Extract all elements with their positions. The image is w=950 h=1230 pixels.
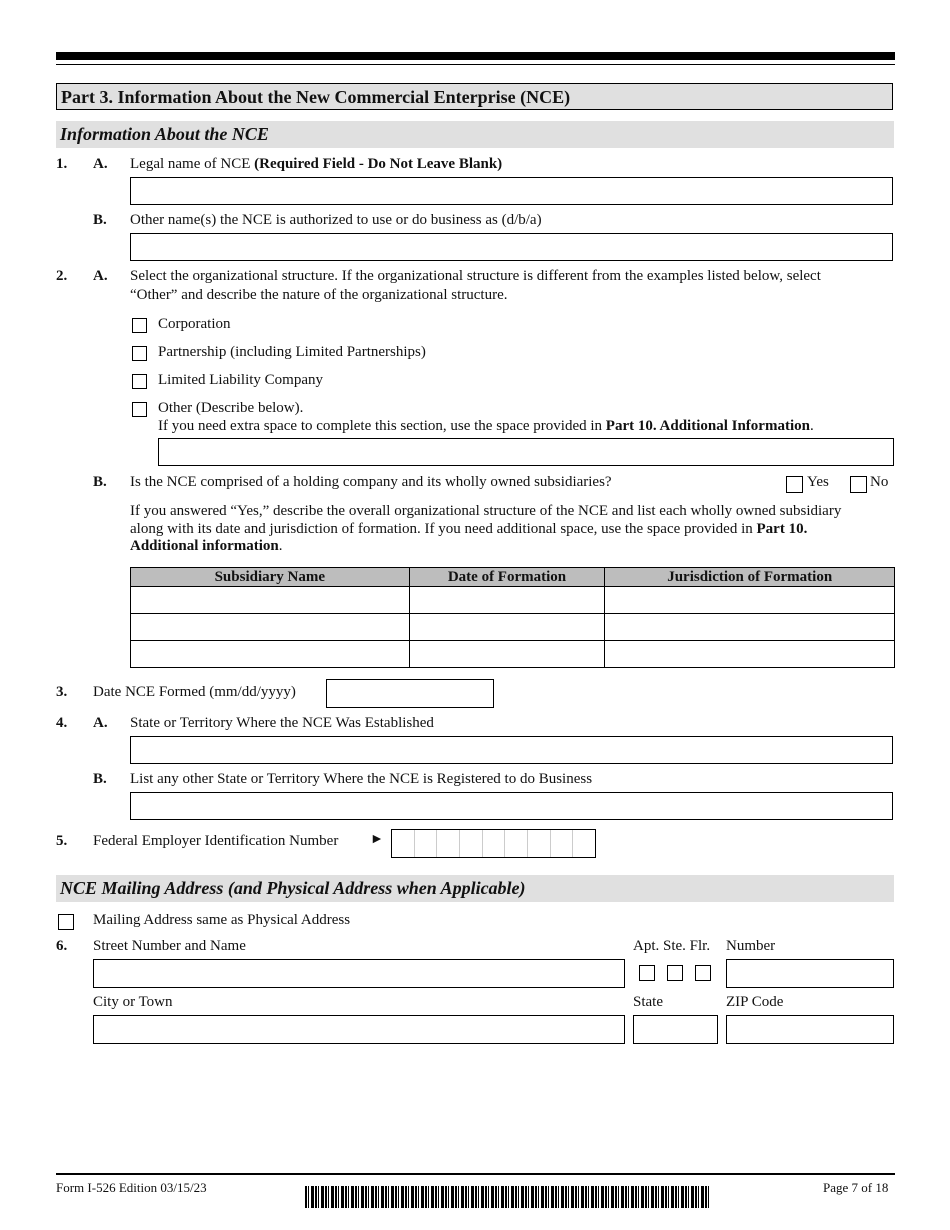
holding-yes-label: Yes — [807, 474, 829, 490]
date-formation-cell[interactable] — [409, 587, 605, 614]
arrow-icon: ► — [370, 832, 384, 847]
form-edition: Form I-526 Edition 03/15/23 — [56, 1180, 207, 1195]
table-row — [131, 614, 895, 641]
llc-label: Limited Liability Company — [158, 372, 323, 388]
q2b-letter: B. — [93, 474, 107, 490]
state-select[interactable] — [633, 1015, 718, 1044]
partnership-checkbox[interactable] — [132, 346, 147, 361]
q5-number: 5. — [56, 833, 68, 849]
q1b-letter: B. — [93, 212, 107, 228]
llc-checkbox[interactable] — [132, 374, 147, 389]
q3-number: 3. — [56, 684, 68, 700]
extra-space-note: If you need extra space to complete this section, use the space provided in Part 10. Additional Information. — [158, 418, 814, 434]
q1a-label: Legal name of NCE (Required Field - Do Not Leave Blank) — [130, 156, 503, 172]
q3-label: Date NCE Formed (mm/dd/yyyy) — [93, 684, 296, 700]
q4b-letter: B. — [93, 771, 107, 787]
q4a-letter: A. — [93, 715, 108, 731]
zip-input[interactable] — [726, 1015, 894, 1044]
city-label: City or Town — [93, 994, 173, 1010]
legal-name-input[interactable] — [130, 177, 893, 205]
jurisdiction-cell[interactable] — [605, 641, 895, 668]
col-subsidiary-name: Subsidiary Name — [131, 568, 410, 587]
q2b-note-line2: along with its date and jurisdiction of formation. If you need additional space, use the space provided in Part 10. — [130, 521, 808, 537]
other-describe-input[interactable] — [158, 438, 894, 466]
subsidiary-name-cell[interactable] — [131, 614, 410, 641]
top-rule-thick — [56, 52, 895, 60]
holding-no-label: No — [870, 474, 889, 490]
date-formed-input[interactable] — [326, 679, 494, 708]
state-label: State — [633, 994, 663, 1010]
q1a-letter: A. — [93, 156, 108, 172]
apt-label: Apt. Ste. Flr. — [633, 938, 711, 954]
mailing-same-label: Mailing Address same as Physical Address — [93, 912, 351, 928]
q2a-letter: A. — [93, 268, 108, 284]
zip-label: ZIP Code — [726, 994, 784, 1010]
page-number: Page 7 of 18 — [823, 1180, 889, 1195]
other-label: Other (Describe below). — [158, 400, 304, 416]
q6-number: 6. — [56, 938, 68, 954]
subsidiary-name-cell[interactable] — [131, 587, 410, 614]
date-formation-cell[interactable] — [409, 641, 605, 668]
holding-yes-checkbox[interactable] — [786, 476, 803, 493]
barcode-icon — [305, 1186, 710, 1208]
q4b-label: List any other State or Territory Where the NCE is Registered to do Business — [130, 771, 593, 787]
number-label: Number — [726, 938, 776, 954]
q1b-label: Other name(s) the NCE is authorized to use or do business as (d/b/a) — [130, 212, 542, 228]
apt-checkbox[interactable] — [639, 965, 655, 981]
corporation-checkbox[interactable] — [132, 318, 147, 333]
q4a-label: State or Territory Where the NCE Was Established — [130, 715, 434, 731]
q2b-note-line3: Additional information. — [130, 538, 283, 554]
q2b-note-line1: If you answered “Yes,” describe the overall organizational structure of the NCE and list each wholly owned subsidiary — [130, 503, 842, 519]
col-date-of-formation: Date of Formation — [409, 568, 605, 587]
jurisdiction-cell[interactable] — [605, 614, 895, 641]
subsidiary-name-cell[interactable] — [131, 641, 410, 668]
q2a-text-line1: Select the organizational structure. If the organizational structure is different from the examples listed below, select — [130, 268, 821, 284]
street-label: Street Number and Name — [93, 938, 246, 954]
dba-name-input[interactable] — [130, 233, 893, 261]
subsidiary-table — [130, 567, 895, 668]
table-row — [131, 641, 895, 668]
table-row — [131, 587, 895, 614]
state-registered-input[interactable] — [130, 792, 893, 820]
q5-label: Federal Employer Identification Number — [93, 833, 339, 849]
date-formation-cell[interactable] — [409, 614, 605, 641]
fein-input[interactable] — [391, 829, 596, 858]
mailing-same-checkbox[interactable] — [58, 914, 74, 930]
section-title-mailing: NCE Mailing Address (and Physical Address when Applicable) — [56, 875, 894, 902]
jurisdiction-cell[interactable] — [605, 587, 895, 614]
state-established-input[interactable] — [130, 736, 893, 764]
part-title: Part 3. Information About the New Commercial Enterprise (NCE) — [56, 83, 893, 110]
footer-rule — [56, 1173, 895, 1175]
city-input[interactable] — [93, 1015, 625, 1044]
top-rule-thin — [56, 64, 895, 65]
ste-checkbox[interactable] — [667, 965, 683, 981]
q2-number: 2. — [56, 268, 68, 284]
q4-number: 4. — [56, 715, 68, 731]
apt-number-input[interactable] — [726, 959, 894, 988]
col-jurisdiction: Jurisdiction of Formation — [605, 568, 895, 587]
q1-number: 1. — [56, 156, 68, 172]
section-title-nce-info: Information About the NCE — [56, 121, 894, 148]
holding-no-checkbox[interactable] — [850, 476, 867, 493]
q2a-text-line2: “Other” and describe the nature of the organizational structure. — [130, 287, 508, 303]
flr-checkbox[interactable] — [695, 965, 711, 981]
street-input[interactable] — [93, 959, 625, 988]
partnership-label: Partnership (including Limited Partnerships) — [158, 344, 426, 360]
corporation-label: Corporation — [158, 316, 231, 332]
q2b-question: Is the NCE comprised of a holding company and its wholly owned subsidiaries? — [130, 474, 612, 490]
other-checkbox[interactable] — [132, 402, 147, 417]
